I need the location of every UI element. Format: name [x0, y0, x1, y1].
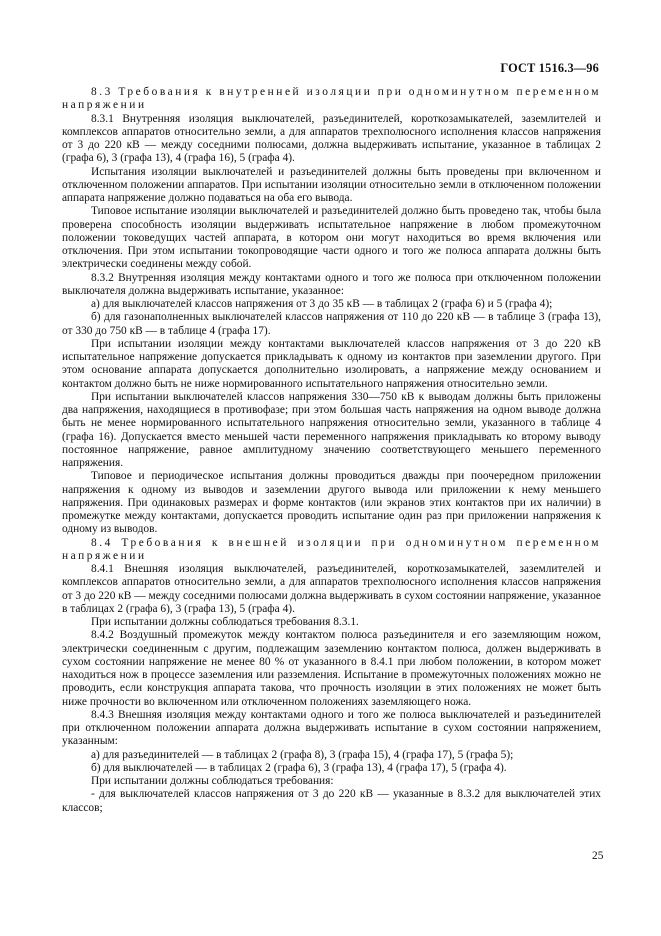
list-item-dash: - для выключателей классов напряжения от 3 до 220 кВ — указанные в 8.3.2 для выключателей этих классов;	[62, 788, 601, 814]
paragraph-8-4-2: 8.4.2 Воздушный промежуток между контактом полюса разъединителя и его заземляющим ножом, электрически соединенным с другим, подлежащим заземлению контактом полюса, должен выдерживать в сухом состоянии напряжение не менее 80 % от указанного в 8.4.1 при любом положении, в котором может находиться нож в процессе заземления или разземления. Испытание в промежуточных положениях можно не проводить, если конструкция аппарата такова, что прочность изоляции в этих положениях не может быть ниже прочности во включенном или отключенном положениях заземляющего ножа.	[62, 629, 601, 708]
paragraph-8-4-1: 8.4.1 Внешняя изоляция выключателей, разъединителей, короткозамыкателей, заземлителей и комплексов аппаратов относительно земли, а для аппаратов трехполюсного исполнения классов напряжения от 3 до 220 кВ — между соседними полюсами должна выдерживать в сухом состоянии напряжение, указанное в таблицах 2 (графа 6), 3 (графа 13), 5 (графа 4).	[62, 563, 601, 615]
document-body	[62, 86, 601, 815]
standard-code-header: ГОСТ 1516.3—96	[500, 61, 599, 75]
paragraph: При испытании должны соблюдаться требования 8.3.1.	[91, 616, 359, 628]
paragraph: Типовое испытание изоляции выключателей и разъединителей должно быть проведено так, чтобы была проверена способность изоляции выдерживать испытательное напряжение в любом промежуточном положении токоведущих частей аппарата, в котором они могут находиться во время включения или отключения. При этом испытании токопроводящие части одного и того же полюса аппарата должны быть электрически соединены между собой.	[62, 205, 601, 271]
paragraph: Типовое и периодическое испытания должны проводиться дважды при поочередном приложении напряжения к одному из выводов и заземлении другого вывода или приложении к нему меньшего напряжения. При одинаковых размерах и форме контактов (или экранов этих контактов при их наличии) в промежутке между контактами, допускается проводить испытание один раз при приложении напряжения к одному из выводов.	[62, 470, 601, 536]
paragraph: При испытании выключателей классов напряжения 330—750 кВ к выводам должны быть приложены два напряжения, находящиеся в противофазе; при этом большая часть напряжения на одном выводе должна быть не менее нормированного испытательного напряжения относительно земли, указанного в таблице 4 (графа 16). Допускается вместо меньшей части переменного напряжения прикладывать ко второму выводу постоянное напряжение, равное амплитудному значению соответствующего меньшего переменного напряжения.	[62, 390, 601, 469]
page-number: 25	[592, 850, 604, 862]
list-item-a: а) для разъединителей — в таблицах 2 (графа 8), 3 (графа 15), 4 (графа 17), 5 (графа 5);	[91, 748, 514, 761]
paragraph: При испытании должны соблюдаться требования:	[91, 775, 334, 787]
section-heading-8-3: 8.3 Требования к внутренней изоляции при одноминутном переменном напряжении	[62, 86, 601, 112]
paragraph-8-3-2: 8.3.2 Внутренняя изоляция между контактами одного и того же полюса при отключенном положении выключателя должна выдерживать испытание, указанное:	[62, 271, 601, 297]
paragraph: При испытании изоляции между контактами выключателей классов напряжения от 3 до 220 кВ испытательное напряжение допускается прикладывать к одному из контактов при заземлении другого. При этом основание аппарата допускается дополнительно изолировать, а напряжение между основанием и контактом должно быть не ниже нормированного испытательного напряжения относительно земли.	[62, 337, 601, 390]
list-item-b: б) для газонаполненных выключателей классов напряжения от 110 до 220 кВ — в таблице 3 (графа 13), от 330 до 750 кВ — в таблице 4 (графа 17).	[62, 311, 601, 337]
paragraph-8-3-1: 8.3.1 Внутренняя изоляция выключателей, разъединителей, короткозамыкателей, заземлителей и комплексов аппаратов относительно земли, а для аппаратов трехполюсного исполнения классов напряжения от 3 до 220 кВ — между соседними полюсами, должна выдерживать испытание, указанное в таблицах 2 (графа 6), 3 (графа 13), 4 (графа 16), 5 (графа 4).	[62, 112, 601, 165]
section-heading-8-4: 8.4 Требования к внешней изоляции при одноминутном переменном напряжении	[62, 536, 601, 562]
paragraph-8-4-3: 8.4.3 Внешняя изоляция между контактами одного и того же полюса выключателей и разъединителей при отключенном положении аппарата должна выдерживать испытание в сухом состоянии напряжением, указанным:	[62, 708, 601, 748]
list-item-b: б) для выключателей — в таблицах 2 (графа 6), 3 (графа 13), 4 (графа 17), 5 (графа 4).	[91, 761, 507, 774]
list-item-a: а) для выключателей классов напряжения от 3 до 35 кВ — в таблицах 2 (графа 6) и 5 (графа 4);	[91, 298, 553, 310]
paragraph: Испытания изоляции выключателей и разъединителей должны быть проведены при включенном и отключенном положении аппаратов. При испытании изоляции относительно земли в отключенном положении аппарата напряжение должно подаваться на оба его вывода.	[62, 165, 601, 204]
